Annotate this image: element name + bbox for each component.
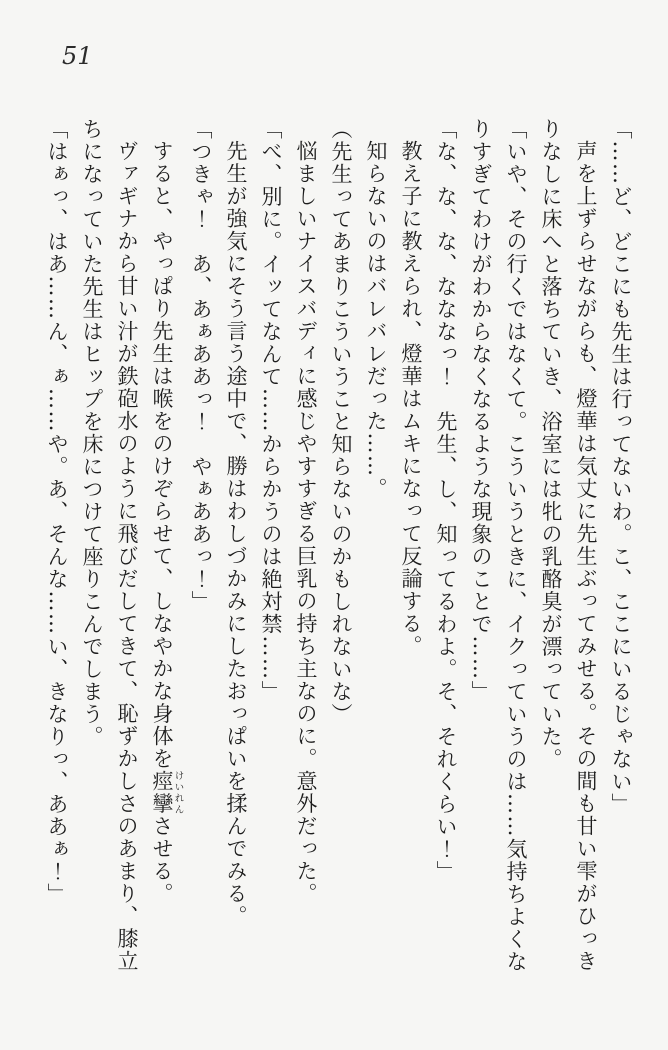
ruby-after-text: させる。 [150, 815, 174, 905]
narrative-paragraph: 声を上ずらせながらも、燈華は気丈に先生ぶってみせる。その間も甘い雫がひっきりなしに床へと落ちていき、浴室には牝の乳酪臭が漂っていた。 [539, 118, 598, 973]
narrative-paragraph: ヴァギナから甘い汁が鉄砲水のように飛びだしてきて、恥ずかしさのあまり、膝立ちになっていた先生はヒップを床につけて座りこんでしまう。 [80, 118, 139, 973]
dialogue-paragraph: 「……ど、どこにも先生は行ってないわ。こ、ここにいるじゃない」 [609, 118, 633, 816]
narrative-paragraph-with-ruby [144, 118, 183, 986]
dialogue-paragraph: 「べ、別に。イッてなんて……からかうのは絶対禁……」 [259, 118, 283, 703]
dialogue-paragraph: 「はぁっ、はあ……ん、ぁ……や。あ、そんな……い、きなりっ、ああぁ！」 [45, 118, 69, 906]
monologue-paragraph: （先生ってあまりこういうこと知らないのかもしれないな） [329, 118, 353, 726]
narrative-paragraph: 先生が強気にそう言う途中で、勝はわしづかみにしたおっぱいを揉んでみる。 [224, 140, 248, 928]
narrative-paragraph: 知らないのはバレバレだった……。 [364, 140, 388, 500]
narrative-paragraph: 教え子に教えられ、燈華はムキになって反論する。 [399, 140, 423, 658]
dialogue-paragraph: 「つきゃ！ あ、あぁああっ！ やぁああっ！」 [189, 118, 213, 613]
page-number: 51 [62, 42, 93, 70]
dialogue-paragraph: 「な、な、な、なななっ！ 先生、し、知ってるわよ。そ、それくらい！」 [434, 118, 458, 883]
ruby-base: 痙攣 [150, 770, 174, 815]
ruby-before-text: すると、やっぱり先生は喉をのけぞらせて、しなやかな身体を [150, 140, 174, 770]
narrative-paragraph: 悩ましいナイスバディに感じやすすぎる巨乳の持ち主なのに。意外だった。 [294, 140, 318, 905]
dialogue-paragraph: 「いや、その行くではなくて。こういうときに、イクっていうのは……気持ちよくなりすぎてわけがわからなくなるような現象のことで……」 [469, 118, 528, 973]
ruby-word [150, 770, 184, 815]
vertical-text-block [38, 118, 638, 986]
ruby-furigana: けいれん [172, 770, 184, 815]
